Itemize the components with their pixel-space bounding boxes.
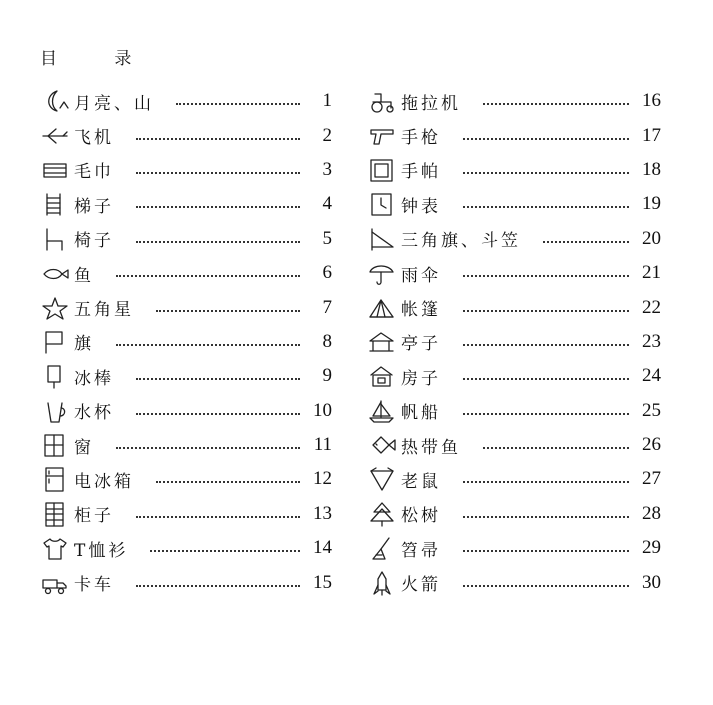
toc-entry[interactable] [40,118,332,152]
toc-entry-page-number: 28 [642,502,661,524]
toc-entry-label: 鱼 [74,265,94,286]
dot-leader [150,550,300,552]
toc-entry-page-number: 11 [313,434,332,456]
moon-mountain-icon [40,88,70,114]
toc-entry[interactable] [367,187,661,221]
toc-entry-label: 旗 [74,334,94,355]
pavilion-icon [367,329,397,355]
toc-entry-label: 卡车 [74,575,114,596]
dot-leader [136,241,300,243]
dot-leader [463,481,629,483]
house-icon [367,363,397,389]
dot-leader [116,447,300,449]
toc-entry-label: 老鼠 [401,471,441,492]
toc-entry-label: 柜子 [74,506,114,527]
toc-entry-page-number: 3 [322,158,332,180]
toc-entry-label: 火箭 [401,575,441,596]
tropical-fish-icon [367,432,397,458]
toc-entry-page-number: 6 [322,262,332,284]
cabinet-icon [40,501,70,527]
dot-leader [176,103,300,105]
toc-entry-label: 拖拉机 [401,93,461,114]
dot-leader [463,378,629,380]
dot-leader [543,241,629,243]
toc-entry-page-number: 26 [642,434,661,456]
toc-entry[interactable] [367,531,661,565]
toc-entry[interactable] [367,222,661,256]
toc-entry[interactable] [367,359,661,393]
umbrella-icon [367,260,397,286]
chair-icon [40,226,70,252]
toc-entry-label: 房子 [401,368,441,389]
toc-entry-page-number: 13 [313,502,332,524]
dot-leader [156,481,300,483]
clock-icon [367,191,397,217]
toc-entry-page-number: 21 [642,262,661,284]
dot-leader [483,103,629,105]
window-icon [40,432,70,458]
toc-entry-page-number: 4 [322,193,332,215]
toc-entry[interactable] [367,394,661,428]
toc-entry-page-number: 23 [642,330,661,352]
toc-entry[interactable] [367,497,661,531]
pine-tree-icon [367,501,397,527]
toc-entry[interactable] [40,290,332,324]
toc-entry-label: 五角星 [74,300,134,321]
toc-entry[interactable] [367,565,661,599]
toc-entry[interactable] [40,462,332,496]
cup-icon [40,398,70,424]
toc-entry[interactable] [40,531,332,565]
flag-icon [40,329,70,355]
toc-right-column [367,84,661,600]
toc-entry-page-number: 20 [642,227,661,249]
tshirt-icon [40,535,70,561]
dot-leader [463,344,629,346]
toc-entry-label: 亭子 [401,334,441,355]
popsicle-icon [40,363,70,389]
toc-entry-page-number: 18 [642,158,661,180]
toc-entry-page-number: 12 [313,468,332,490]
toc-entry-page-number: 9 [322,365,332,387]
toc-entry[interactable] [367,462,661,496]
dot-leader [136,172,300,174]
dot-leader [136,516,300,518]
toc-heading: 目 录 [40,49,158,69]
toc-entry[interactable] [367,256,661,290]
airplane-icon [40,123,70,149]
toc-entry[interactable] [40,565,332,599]
mouse-icon [367,466,397,492]
toc-entry[interactable] [40,325,332,359]
toc-entry-label: 手枪 [401,128,441,149]
toc-entry-page-number: 2 [322,124,332,146]
toc-entry[interactable] [40,394,332,428]
dot-leader [463,310,629,312]
toc-entry-label: 冰棒 [74,368,114,389]
toc-entry-page-number: 7 [322,296,332,318]
toc-entry-page-number: 1 [322,90,332,112]
toc-entry-page-number: 25 [642,399,661,421]
toc-entry-page-number: 15 [313,571,332,593]
truck-icon [40,570,70,596]
dot-leader [483,447,629,449]
pistol-icon [367,123,397,149]
dot-leader [136,138,300,140]
toc-entry-label: 月亮、山 [74,93,154,114]
dot-leader [136,378,300,380]
toc-entry[interactable] [367,290,661,324]
toc-entry-page-number: 5 [322,227,332,249]
toc-entry-label: 三角旗、斗笠 [401,231,521,252]
dot-leader [116,344,300,346]
toc-entry[interactable] [40,153,332,187]
dot-leader [156,310,300,312]
toc-entry-page-number: 22 [642,296,661,318]
toc-entry-label: 雨伞 [401,265,441,286]
toc-entry-label: 帆船 [401,403,441,424]
toc-entry-page-number: 10 [313,399,332,421]
toc-entry-page-number: 19 [642,193,661,215]
toc-entry-page-number: 14 [313,537,332,559]
dot-leader [136,585,300,587]
tent-icon [367,295,397,321]
toc-entry[interactable] [40,359,332,393]
dot-leader [463,138,629,140]
dot-leader [463,275,629,277]
dot-leader [463,585,629,587]
towel-icon [40,157,70,183]
toc-entry-label: T恤衫 [74,540,129,561]
dot-leader [463,516,629,518]
toc-entry-label: 电冰箱 [74,471,134,492]
dot-leader [136,413,300,415]
dot-leader [463,413,629,415]
toc-entry[interactable] [367,428,661,462]
dot-leader [463,206,629,208]
toc-entry-page-number: 16 [642,90,661,112]
toc-entry-label: 飞机 [74,128,114,149]
toc-entry[interactable] [40,84,332,118]
refrigerator-icon [40,466,70,492]
toc-entry-label: 窗 [74,437,94,458]
toc-entry-page-number: 30 [642,571,661,593]
toc-entry[interactable] [367,325,661,359]
toc-entry[interactable] [40,428,332,462]
pennant-hat-icon [367,226,397,252]
toc-entry-label: 毛巾 [74,162,114,183]
dot-leader [136,206,300,208]
ladder-icon [40,191,70,217]
toc-entry[interactable] [367,84,661,118]
toc-entry-label: 笤帚 [401,540,441,561]
toc-entry-page-number: 8 [322,330,332,352]
broom-icon [367,535,397,561]
toc-entry-label: 水杯 [74,403,114,424]
rocket-icon [367,570,397,596]
toc-entry-page-number: 29 [642,537,661,559]
star-icon [40,295,70,321]
toc-entry[interactable] [40,187,332,221]
handkerchief-icon [367,157,397,183]
toc-entry-page-number: 17 [642,124,661,146]
toc-entry[interactable] [40,497,332,531]
toc-entry-page-number: 27 [642,468,661,490]
toc-entry-label: 松树 [401,506,441,527]
toc-entry-page-number: 24 [642,365,661,387]
toc-entry-label: 钟表 [401,196,441,217]
toc-entry[interactable] [367,118,661,152]
dot-leader [463,172,629,174]
tractor-icon [367,88,397,114]
toc-entry[interactable] [40,222,332,256]
toc-entry[interactable] [367,153,661,187]
toc-entry[interactable] [40,256,332,290]
toc-left-column [40,84,332,600]
toc-entry-label: 热带鱼 [401,437,461,458]
dot-leader [116,275,300,277]
toc-entry-label: 椅子 [74,231,114,252]
toc-entry-label: 梯子 [74,196,114,217]
toc-entry-label: 帐篷 [401,300,441,321]
dot-leader [463,550,629,552]
toc-entry-label: 手帕 [401,162,441,183]
fish-icon [40,260,70,286]
sailboat-icon [367,398,397,424]
